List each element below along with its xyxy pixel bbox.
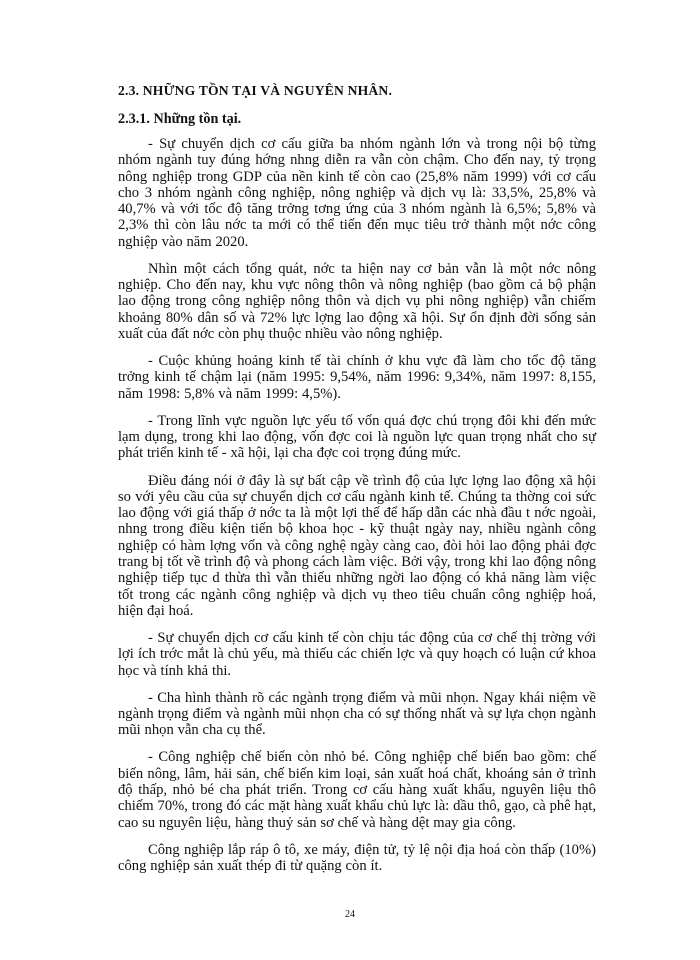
subsection-title: 2.3.1. Những tồn tại. (118, 111, 242, 127)
document-content (118, 82, 596, 885)
paragraph-agricultural-country: Nhìn một cách tổng quát, nớc ta hiện nay cơ bản vẫn là một nớc nông nghiệp. Cho đến nay, khu vực nông thôn và nông nghiệp (bao gồm cả bộ phận lao động trong công nghiệp nông thôn và dịch vụ phi nông nghiệp) vẫn chiếm khoảng 80% dân số và 72% lực lợng lao động xã hội. Sự ổn định đời sống sản xuất của đất nớc còn phụ thuộc nhiều vào nông nghiệp. (118, 260, 596, 343)
paragraph-financial-crisis: - Cuộc khủng hoảng kinh tế tài chính ở khu vực đã làm cho tốc độ tăng trởng kinh tế chậm lại (năm 1995: 9,54%, năm 1996: 9,34%, năm 1997: 8,155, năm 1998: 5,8% và năm 1999: 4,5%). (118, 353, 596, 402)
paragraph-processing-industry: - Công nghiệp chế biến còn nhỏ bé. Công nghiệp chế biến bao gồm: chế biến nông, lâm, hải sản, chế biến kim loại, sản xuất hoá chất, khoáng sản ở trình độ thấp, nhỏ bé cha phát triển. Trong cơ cấu hàng xuất khẩu, nguyên liệu thô chiếm 70%, trong đó các mặt hàng xuất khẩu chủ lực là: dầu thô, gạo, cà phê hạt, cao su nguyên liệu, hàng thuỷ sản sơ chế và hàng dệt may gia công. (118, 749, 596, 831)
paragraph-assembly-industry: Công nghiệp lắp ráp ô tô, xe máy, điện tử, tỷ lệ nội địa hoá còn thấp (10%) công nghiệp sản xuất thép đi từ quặng còn ít. (118, 841, 596, 874)
page-number: 24 (345, 909, 355, 920)
paragraph-market-mechanism: - Sự chuyển dịch cơ cấu kinh tế còn chịu tác động của cơ chế thị trờng với lợi ích trớc mắt là chủ yếu, mà thiếu các chiến lợc và quy hoạch có luận cứ khoa học và tính khả thi. (118, 630, 596, 679)
paragraph-capital-resources: - Trong lĩnh vực nguồn lực yếu tố vốn quá đợc chú trọng đôi khi đến mức lạm dụng, trong khi lao động, vốn đợc coi là nguồn lực quan trọng nhất cho sự phát triển kinh tế - xã hội, lại cha đợc coi trọng đúng mức. (118, 412, 596, 462)
paragraph-labor-quality: Điều đáng nói ở đây là sự bất cập về trình độ của lực lợng lao động xã hội so với yêu cầu của sự chuyển dịch cơ cấu ngành kinh tế. Chúng ta thờng coi sức lao động với giá thấp ở nớc ta là một lợi thế để hấp dẫn các nhà đầu t nớc ngoài, nhng trong điều kiện tiến bộ khoa học - kỹ thuật ngày nay, nhiều ngành công nghiệp có hàm lợng vốn và công nghệ ngày càng cao, đòi hỏi lao động phải đợc trang bị tốt về trình độ và phong cách làm việc. Bởi vậy, trong khi lao động nông nghiệp tiếp tục d thừa thì vẫn thiếu những ngời lao động có khả năng làm việc tốt trong các ngành công nghiệp và dịch vụ theo tiêu chuẩn công nghiệp hoá, hiện đại hoá. (118, 472, 596, 619)
section-title: 2.3. NHỮNG TỒN TẠI VÀ NGUYÊN NHÂN. (118, 83, 393, 98)
paragraph-key-sectors: - Cha hình thành rõ các ngành trọng điểm và mũi nhọn. Ngay khái niệm về ngành trọng điểm và ngành mũi nhọn cha có sự thống nhất và sự lựa chọn ngành mũi nhọn vẫn cha cụ thể. (118, 689, 596, 739)
paragraph-structural-shift: - Sự chuyển dịch cơ cấu giữa ba nhóm ngành lớn và trong nội bộ từng nhóm ngành tuy đúng hớng nhng diễn ra vẫn còn chậm. Cho đến nay, tỷ trọng nông nghiệp trong GDP của nền kinh tế còn cao (25,8% năm 1999) với cơ cấu cho 3 nhóm ngành công nghiệp, nông nghiệp và dịch vụ là: 33,5%, 25,8% và 40,7% và với tốc độ tăng trởng tơng ứng của 3 nhóm ngành là 6,5%; 5,8% và 2,3% thì còn lâu nớc ta mới có thể tiến đến mục tiêu trở thành một nớc công nghiệp vào năm 2020. (118, 136, 596, 250)
